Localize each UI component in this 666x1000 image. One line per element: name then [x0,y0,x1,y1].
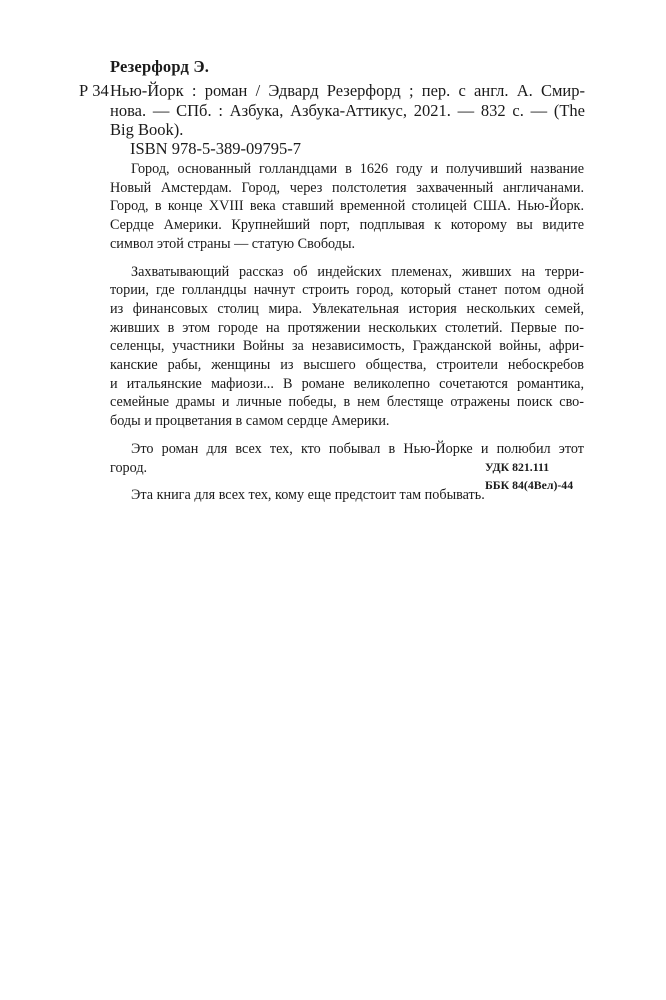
annotation [110,160,584,505]
annotation-line: Сердце Америки. Крупнейший порт, подплывая к которому вы видите [110,217,584,234]
biblio-line: Big Book). [110,120,184,139]
annotation-line: тории, где голландцы начнут строить город, который станет потом одной [110,282,584,299]
annotation-line: канские рабы, женщины из высшего общества, строители небоскребов [110,357,584,374]
annotation-line: город. [110,459,148,476]
annotation-line: Эта книга для всех тех, кому еще предстоит там побывать. [131,487,485,504]
annotation-line: боды и процветания в самом сердце Америки. [110,413,390,430]
author-name: Резерфорд Э. [110,57,210,76]
annotation-line: семейные драмы и личные победы, в нем блестяще отражены поиск сво- [110,394,584,411]
annotation-line: и итальянские мафиози... В романе великолепно сочетаются романтика, [110,375,584,392]
isbn: ISBN 978-5-389-09795-7 [130,139,301,158]
bbk-code: ББК 84(4Вел)-44 [485,477,574,492]
annotation-paragraph [110,160,584,254]
annotation-line: Новый Амстердам. Город, через полстолетия захваченный англичанами. [110,179,584,196]
annotation-line: селенцы, участники Войны за независимость, Гражданской войны, афри- [110,338,584,355]
author-sign-code: Р 34 [79,81,109,100]
bibliographic-description [110,81,585,140]
udk-code: УДК 821.111 [485,460,550,474]
annotation-line: Город, основанный голландцами в 1626 году и получивший название [131,161,584,177]
annotation-line: Захватывающий рассказ об индейских племенах, живших на терри- [131,263,584,280]
biblio-line: Нью-Йорк : роман / Эдвард Резерфорд ; пер. с англ. А. Смир- [110,81,585,100]
annotation-line: живших в этом городе на протяжении нескольких столетий. Первые по- [110,319,584,336]
annotation-paragraph [110,263,584,431]
annotation-line: символ этой страны — статую Свободы. [110,235,356,252]
classification-codes [485,459,573,494]
annotation-line: Это роман для всех тех, кто побывал в Нью-Йорке и полюбил этот [131,440,584,457]
annotation-line: Город, в конце XVIII века ставший временной столицей США. Нью-Йорк. [110,198,584,215]
biblio-line: нова. — СПб. : Азбука, Азбука-Аттикус, 2021. — 832 с. — (The [110,100,585,120]
annotation-line: из финансовых столиц мира. Увлекательная история нескольких семей, [110,300,584,317]
